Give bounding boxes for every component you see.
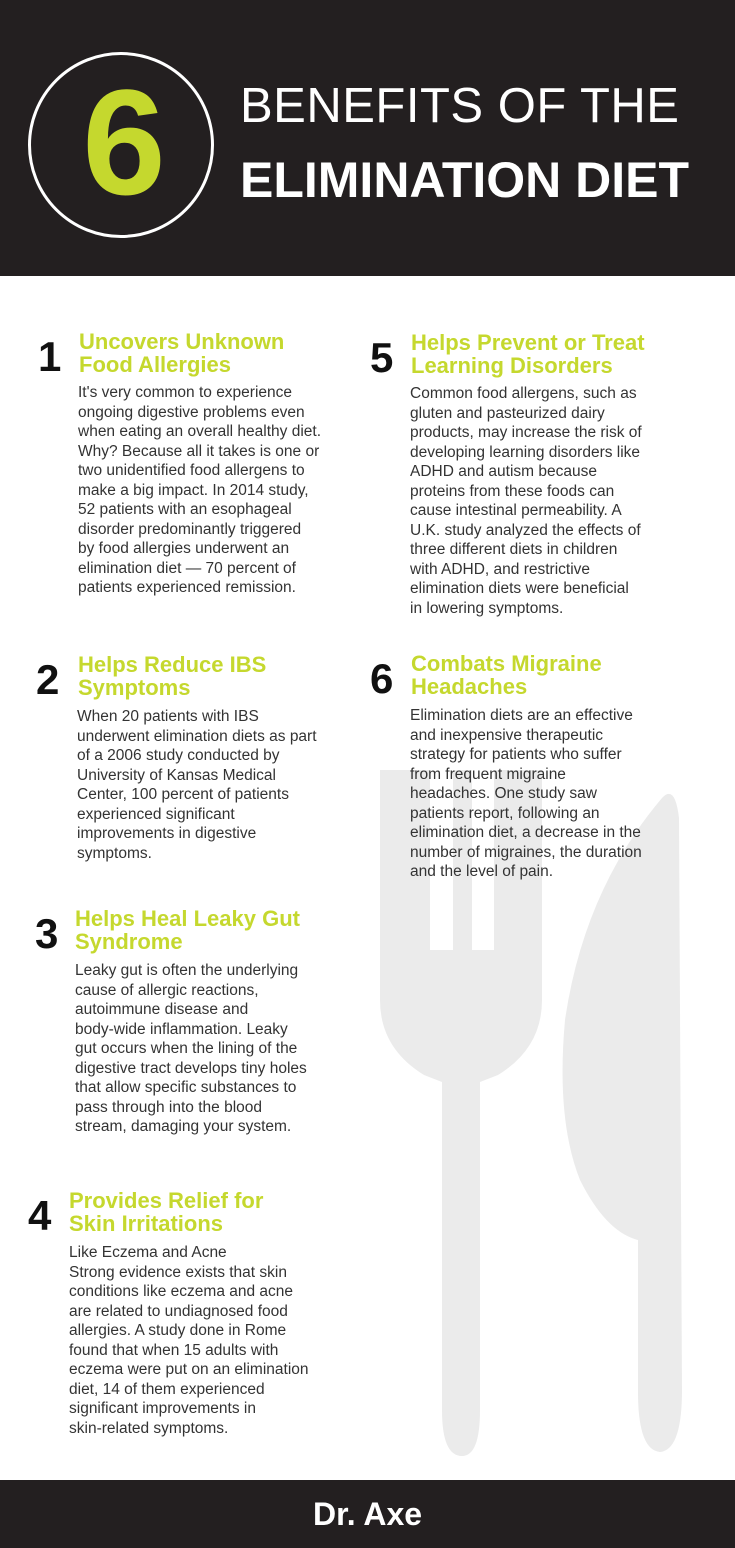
benefit-1 — [38, 330, 358, 600]
benefit-heading: Provides Relief for Skin Irritations — [69, 1188, 264, 1236]
benefit-number: 5 — [370, 334, 394, 381]
benefit-heading: Helps Reduce IBS Symptoms — [78, 652, 267, 700]
benefit-heading: Uncovers Unknown Food Allergies — [79, 329, 285, 377]
benefit-4 — [28, 1189, 348, 1449]
benefit-body: It's very common to experience ongoing digestive problems even when eating an overall healthy diet. Why? Because all it takes is one or two unidentified food allergens to make a big impact. In 2014 study, 52 patients with an esophageal disorder predominantly triggered by food allergies underwent an elimination diet — 70 percent of patients experienced remission. — [78, 384, 321, 596]
header-banner — [0, 0, 735, 276]
benefit-body: Like Eczema and Acne Strong evidence exists that skin conditions like eczema and acne are related to undiagnosed food allergies. A study done in Rome found that when 15 adults with eczema were put on an elimination diet, 14 of them experienced significant improvements in skin-related symptoms. — [69, 1244, 309, 1437]
number-circle — [28, 52, 214, 238]
benefit-body: Leaky gut is often the underlying cause of allergic reactions, autoimmune disease and body-wide inflammation. Leaky gut occurs when the lining of the digestive tract develops tiny holes that allow specific substances to pass through into the blood stream, damaging your system. — [75, 962, 307, 1135]
benefit-2 — [36, 653, 356, 873]
title-line-1: BENEFITS OF THE — [240, 79, 680, 133]
benefit-number: 2 — [36, 656, 60, 703]
benefit-number: 1 — [38, 333, 62, 380]
benefit-6 — [370, 652, 710, 892]
footer-bar — [0, 1480, 735, 1548]
benefit-heading: Helps Heal Leaky Gut Syndrome — [75, 906, 300, 954]
benefit-heading: Helps Prevent or Treat Learning Disorders — [411, 330, 645, 378]
title-line-2: ELIMINATION DIET — [240, 152, 690, 208]
benefit-body: Elimination diets are an effective and inexpensive therapeutic strategy for patients who suffer from frequent migraine headaches. One study saw patients report, following an elimination diet, a decrease in the number of migraines, the duration and the level of pain. — [410, 707, 642, 880]
benefit-heading: Combats Migraine Headaches — [411, 651, 602, 699]
benefit-body: When 20 patients with IBS underwent elimination diets as part of a 2006 study conducted by University of Kansas Medical Center, 100 percent of patients experienced significant improvements in digestive symptoms. — [77, 708, 317, 862]
benefit-body: Common food allergens, such as gluten and pasteurized dairy products, may increase the risk of developing learning disorders like ADHD and autism because proteins from these foods can cause intestinal permeability. A U.K. study analyzed the effects of three different diets in children with ADHD, and restrictive elimination diets were beneficial in lowering symptoms. — [410, 385, 642, 617]
benefit-number: 3 — [35, 910, 59, 957]
benefit-3 — [35, 907, 355, 1147]
benefit-number: 4 — [28, 1192, 52, 1239]
header-number: 6 — [82, 58, 166, 226]
brand-logo: Dr. Axe — [312, 1496, 423, 1532]
benefit-5 — [370, 331, 710, 641]
benefit-number: 6 — [370, 655, 394, 702]
